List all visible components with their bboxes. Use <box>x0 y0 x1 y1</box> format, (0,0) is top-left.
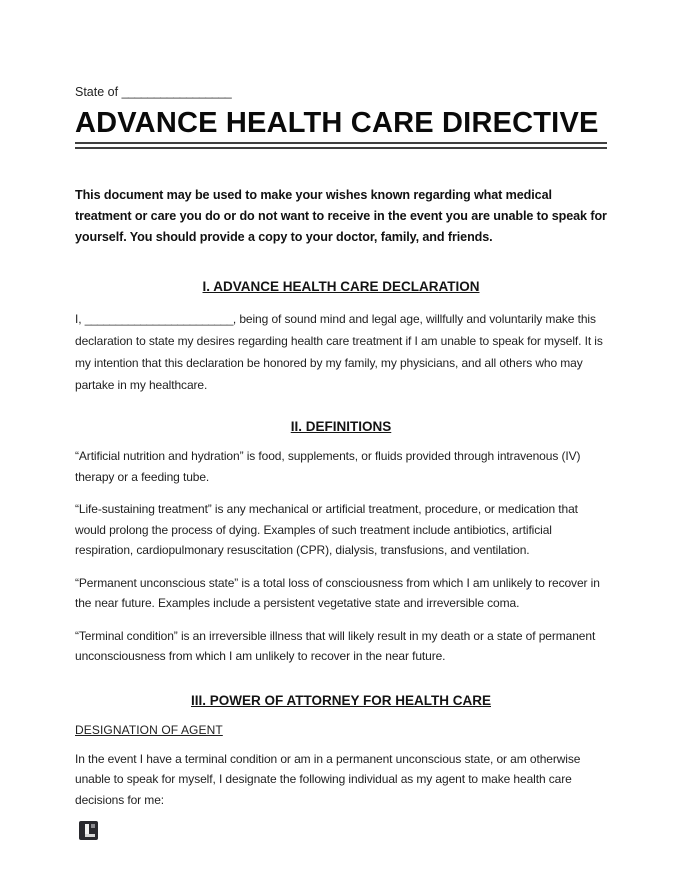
page-title: ADVANCE HEALTH CARE DIRECTIVE <box>75 107 599 139</box>
declaration-text-prefix: I, <box>75 312 85 326</box>
declaration-paragraph <box>75 308 607 396</box>
state-blank-field[interactable]: _________________ <box>121 85 232 99</box>
title-double-rule <box>75 142 607 149</box>
section-heading-declaration: I. ADVANCE HEALTH CARE DECLARATION <box>202 279 480 294</box>
designation-of-agent-subheading: DESIGNATION OF AGENT <box>75 722 223 737</box>
logo-letter-l-horizontal <box>85 834 95 837</box>
definition-life-sustaining-treatment: “Life-sustaining treatment” is any mechanical or artificial treatment, procedure, or medication that would prolong the process of dying. Examples of such treatment include antibiotics, artificial respiration, cardiopulmonary resuscitation (CPR), dialysis, transfusions, and ventilation. <box>75 502 578 557</box>
state-of-line <box>75 85 607 99</box>
definition-permanent-unconscious-state: “Permanent unconscious state” is a total loss of consciousness from which I am unlikely to recover in the near future. Examples include a persistent vegetative state and irreversible coma. <box>75 575 600 610</box>
definition-terminal-condition: “Terminal condition” is an irreversible illness that will likely result in my death or a state of permanent unconsciousness from which I am unlikely to recover in the near future. <box>75 628 596 663</box>
document-content <box>75 85 607 810</box>
state-of-label: State of <box>75 85 119 99</box>
legal-templates-logo-icon <box>79 821 98 840</box>
designation-of-agent-paragraph: In the event I have a terminal condition or am in a permanent unconscious state, or am otherwise unable to speak for myself, I designate the following individual as my agent to make health care decisions for me: <box>75 751 581 807</box>
definition-artificial-nutrition: “Artificial nutrition and hydration” is food, supplements, or fluids provided through intravenous (IV) therapy or a feeding tube. <box>75 449 581 484</box>
declaration-text-suffix: , being of sound mind and legal age, willfully and voluntarily make this declaration to state my desires regarding health care treatment if I am unable to speak for myself. It is my intention that this declaration be honored by my family, my physicians, and all others who may partake in my healthcare. <box>75 312 603 392</box>
section-heading-definitions: II. DEFINITIONS <box>290 419 392 434</box>
declarant-name-blank-field[interactable]: ________________________ <box>84 312 233 326</box>
intro-paragraph: This document may be used to make your wishes known regarding what medical treatment or care you do or do not want to receive in the event you are unable to speak for yourself. You should provide a copy to your doctor, family, and friends. <box>75 188 607 244</box>
logo-page-corner <box>91 824 95 828</box>
section-heading-power-of-attorney: III. POWER OF ATTORNEY FOR HEALTH CARE <box>190 692 491 708</box>
